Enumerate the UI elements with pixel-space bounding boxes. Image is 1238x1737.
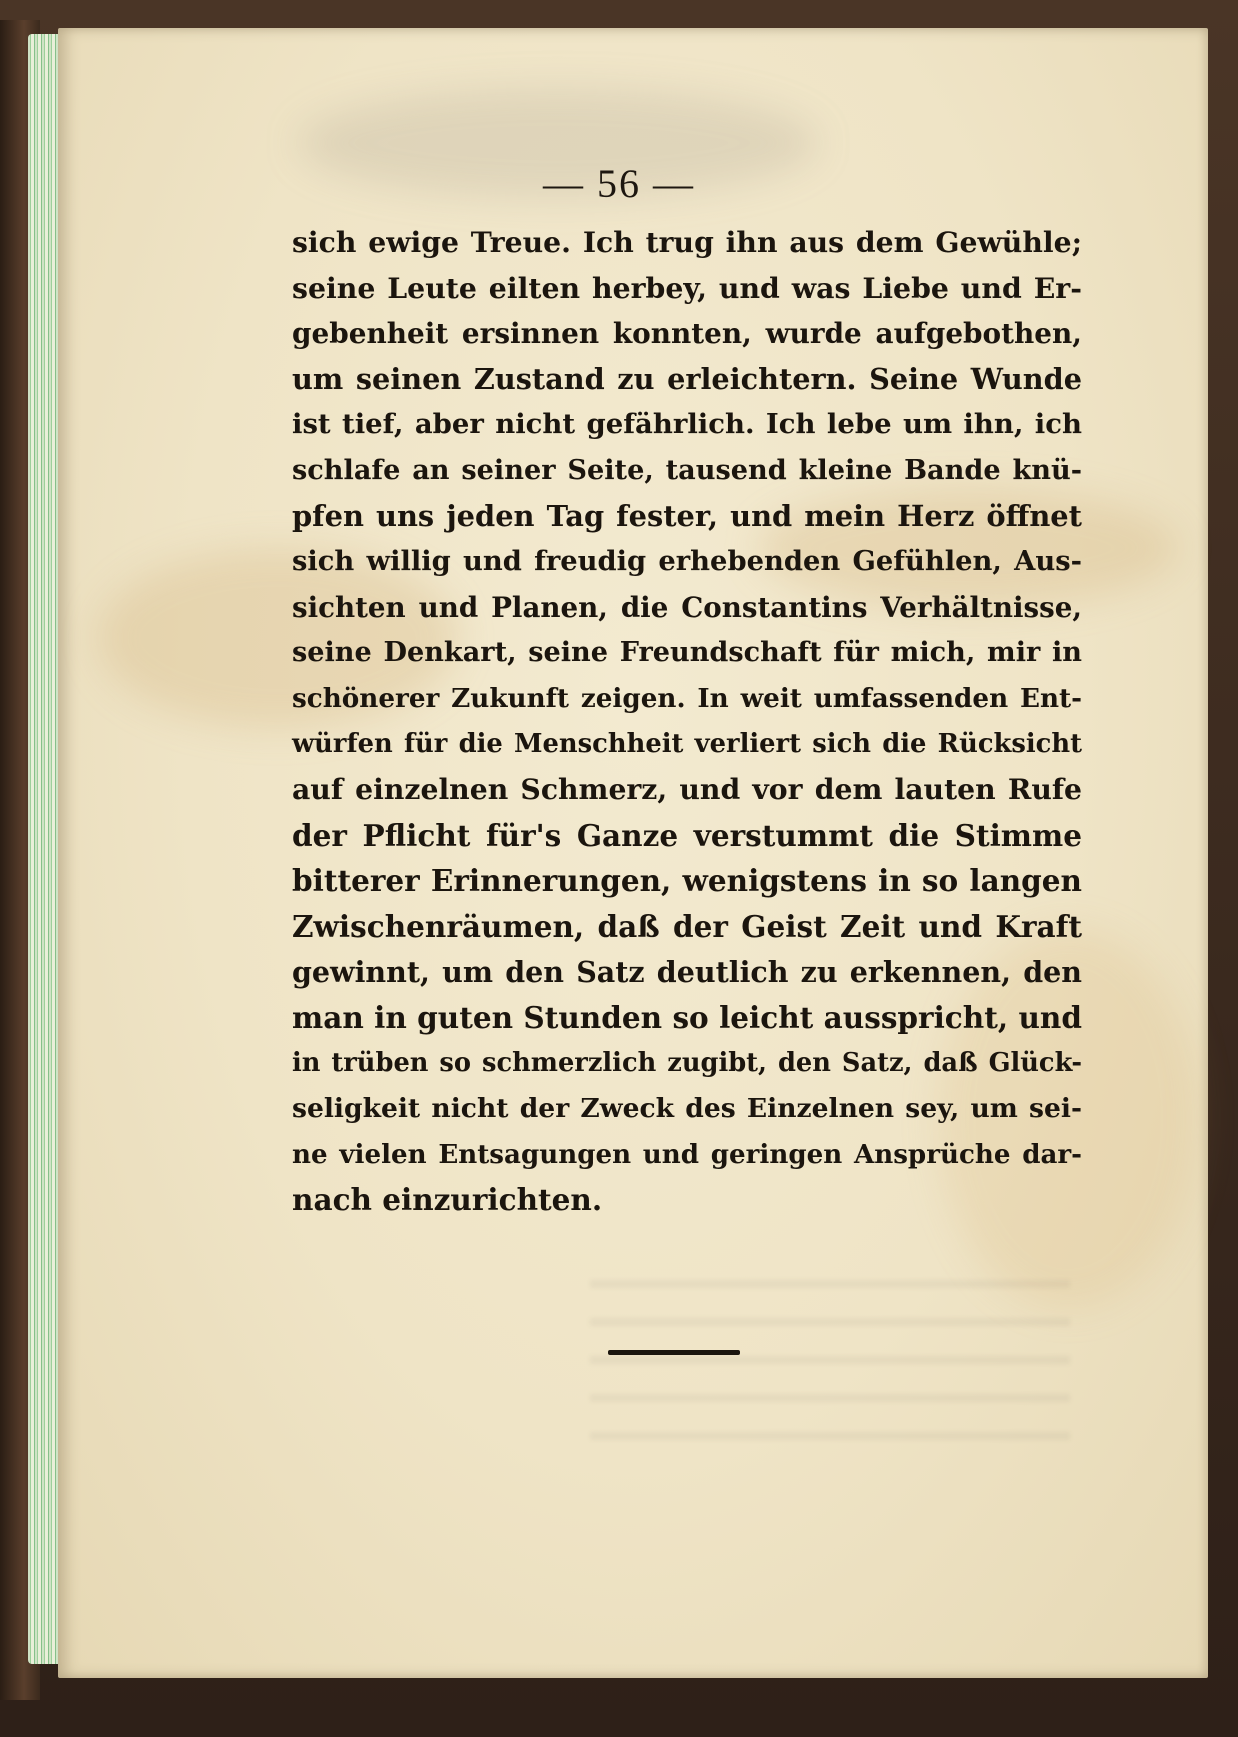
text-line: um seinen Zustand zu erleichtern. Seine Wunde — [292, 361, 1082, 396]
text-line: sichten und Planen, die Constantins Verhältnisse, — [292, 590, 1082, 624]
text-line: nach einzurichten. — [292, 1182, 603, 1218]
text-line: ist tief, aber nicht gefährlich. Ich lebe um ihn, ich — [292, 408, 1082, 441]
text-line: bitterer Erinnerungen, wenigstens in so langen — [292, 863, 1082, 899]
text-line: seine Leute eilten herbey, und was Liebe und Er- — [292, 270, 1082, 305]
text-line: seligkeit nicht der Zweck des Einzelnen sey, um sei- — [292, 1093, 1082, 1125]
body-text — [292, 220, 1082, 1223]
page-number: — 56 — — [543, 161, 695, 206]
text-line: sich ewige Treue. Ich trug ihn aus dem Gewühle; — [292, 225, 1082, 259]
text-line: der Pflicht für's Ganze verstummt die Stimme — [292, 817, 1082, 853]
text-line: pfen uns jeden Tag fester, und mein Herz öffnet — [292, 498, 1082, 533]
text-line: sich willig und freudig erhebenden Gefühlen, Aus- — [292, 545, 1082, 578]
text-line: man in guten Stunden so leicht ausspricht, und — [292, 1000, 1082, 1036]
text-line: gebenheit ersinnen konnten, wurde aufgebothen, — [292, 317, 1082, 351]
text-line: gewinnt, um den Satz deutlich zu erkennen, den — [292, 954, 1082, 989]
text-line: Zwischenräumen, daß der Geist Zeit und Kraft — [292, 908, 1082, 944]
text-line: seine Denkart, seine Freundschaft für mich, mir in — [292, 637, 1082, 669]
text-line: in trüben so schmerzlich zugibt, den Satz, daß Glück- — [292, 1047, 1082, 1078]
text-line: schönerer Zukunft zeigen. In weit umfassenden Ent- — [292, 682, 1082, 714]
text-line: schlafe an seiner Seite, tausend kleine Bande knü- — [292, 454, 1082, 486]
text-line: ne vielen Entsagungen und geringen Ansprüche dar- — [292, 1138, 1082, 1170]
end-rule — [608, 1350, 740, 1355]
text-line: würfen für die Menschheit verliert sich die Rücksicht — [292, 728, 1082, 759]
text-line: auf einzelnen Schmerz, und vor dem lauten Rufe — [292, 772, 1082, 807]
